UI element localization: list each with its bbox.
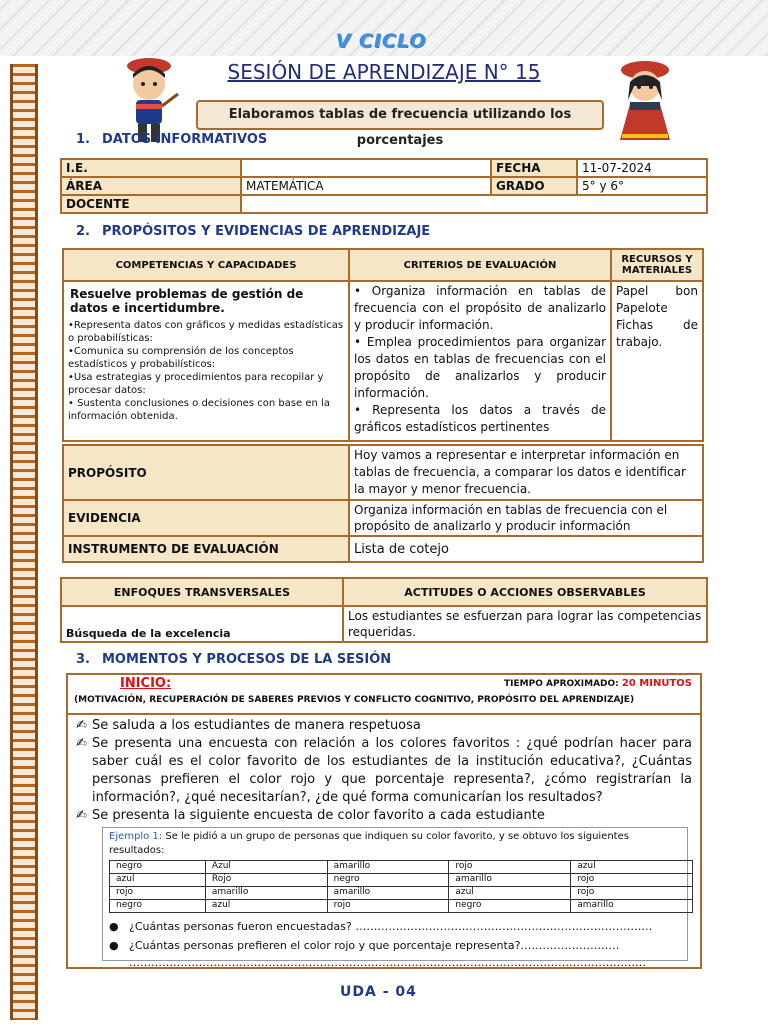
area-label: ÁREA: [61, 177, 241, 195]
footer-uda: UDA - 04: [340, 984, 417, 1000]
question-item: [109, 917, 681, 936]
boy-character-illustration: [112, 54, 186, 144]
ejemplo-description: Se le pidió a un grupo de personas que indiquen su color favorito, y se obtuvo los siguientes resultados:: [109, 831, 629, 856]
grid-cell: negro: [110, 900, 206, 913]
table-row: [110, 861, 693, 874]
capacidad-item: •Representa datos con gráficos y medidas estadísticas o probabilísticas:: [68, 320, 344, 344]
ejemplo-label: Ejemplo 1:: [109, 831, 163, 842]
grid-cell: azul: [571, 861, 693, 874]
step-item: [76, 735, 692, 807]
instrumento-value: Lista de cotejo: [349, 536, 703, 562]
evidencia-value: Organiza información en tablas de frecuencia con el propósito de analizarlo y producir información: [349, 500, 703, 536]
grid-cell: azul: [449, 887, 571, 900]
capacidad-item: •Usa estrategias y procedimientos para recopilar y procesar datos:: [68, 372, 324, 396]
grid-cell: Rojo: [205, 874, 327, 887]
area-value: MATEMÁTICA: [241, 177, 491, 195]
tiempo-label: TIEMPO APROXIMADO:: [504, 679, 619, 689]
docente-value: [241, 195, 707, 213]
ejemplo-text: [109, 830, 681, 858]
actitudes-header: ACTITUDES O ACCIONES OBSERVABLES: [343, 578, 707, 606]
grid-cell: amarillo: [327, 861, 449, 874]
grid-cell: rojo: [571, 874, 693, 887]
datos-informativos-table: [60, 158, 708, 214]
session-subtitle: Elaboramos tablas de frecuencia utilizando los porcentajes: [196, 100, 604, 130]
fecha-value: 11-07-2024: [577, 159, 707, 177]
grid-cell: negro: [110, 861, 206, 874]
tiempo-aproximado: [504, 678, 692, 689]
grado-value: 5° y 6°: [577, 177, 707, 195]
question-text: ¿Cuántas personas prefieren el color rojo y que porcentaje representa?………………………: [129, 939, 620, 952]
propositos-table: [62, 248, 704, 442]
question-item: [109, 936, 681, 955]
competencia-title: Resuelve problemas de gestión de datos e incertidumbre.: [70, 287, 304, 315]
answer-line: ……………………………………………………………………………………………………………………………: [129, 956, 646, 969]
table-row: [110, 874, 693, 887]
enfoques-table: [60, 577, 708, 643]
section-title: DATOS INFORMATIVOS: [102, 132, 268, 147]
writing-hand-icon: ✍: [76, 808, 87, 823]
grid-cell: amarillo: [449, 874, 571, 887]
fecha-label: FECHA: [491, 159, 577, 177]
grid-cell: amarillo: [327, 887, 449, 900]
inicio-header: [68, 675, 700, 715]
grid-cell: Azul: [205, 861, 327, 874]
grid-cell: rojo: [327, 900, 449, 913]
grid-cell: amarillo: [205, 887, 327, 900]
instrumento-label: INSTRUMENTO DE EVALUACIÓN: [63, 536, 349, 562]
grid-cell: azul: [205, 900, 327, 913]
criterio-item: • Organiza información en tablas de frecuencia con el propósito de analizarlo y producir información.: [354, 284, 606, 332]
inicio-label: INICIO:: [120, 676, 172, 691]
enfoques-header: ENFOQUES TRANSVERSALES: [61, 578, 343, 606]
ie-value: [241, 159, 491, 177]
section-3-heading: [76, 652, 391, 667]
criterios-header: CRITERIOS DE EVALUACIÓN: [349, 249, 611, 281]
section-title: MOMENTOS Y PROCESOS DE LA SESIÓN: [102, 652, 392, 667]
grid-cell: rojo: [571, 887, 693, 900]
step-text: Se presenta una encuesta con relación a los colores favoritos : ¿qué podrían hacer para saber cuál es el color favorito de los estudiantes de la institución educativa?, ¿Cuántas personas prefieren el color rojo y que porcentaje representa?, ¿cómo registrarían la información?, ¿qué necesitarían?, ¿de qué forma comunicarían los resultados?: [92, 736, 692, 805]
section-number: 2.: [76, 224, 90, 239]
grado-label: GRADO: [491, 177, 577, 195]
bullet-icon: ●: [109, 939, 119, 952]
section-1-heading: [76, 132, 267, 147]
question-text: ¿Cuántas personas fueron encuestadas? ………………………………………………………………………: [129, 920, 653, 933]
recursos-cell: Papel bon Papelote Fichas de trabajo.: [611, 281, 703, 441]
tiempo-value: 20 MINUTOS: [621, 678, 692, 689]
greek-border-decoration: [10, 64, 38, 1020]
grid-cell: azul: [110, 874, 206, 887]
section-2-heading: [76, 224, 430, 239]
grid-cell: negro: [449, 900, 571, 913]
proposito-evidencia-table: [62, 444, 704, 563]
capacidad-item: • Sustenta conclusiones o decisiones con base en la información obtenida.: [68, 398, 330, 422]
section-title: PROPÓSITOS Y EVIDENCIAS DE APRENDIZAJE: [102, 224, 431, 239]
procesos-text: (MOTIVACIÓN, RECUPERACIÓN DE SABERES PREVIOS Y CONFLICTO COGNITIVO, PROPÓSITO DEL APRENDIZAJE): [74, 695, 635, 705]
proposito-value: Hoy vamos a representar e interpretar información en tablas de frecuencia, a comparar los datos e identificar la mayor y menor frecuencia.: [349, 445, 703, 500]
proposito-label: PROPÓSITO: [63, 445, 349, 500]
table-row: [110, 887, 693, 900]
color-survey-grid: [109, 860, 693, 913]
criterio-item: • Emplea procedimientos para organizar los datos en tablas de frecuencias con el propósito de analizarlos y producir información.: [354, 335, 606, 400]
enfoque-value: Búsqueda de la excelencia: [61, 606, 343, 642]
capacidad-item: •Comunica su comprensión de los conceptos estadísticos y probabilísticos:: [68, 346, 294, 370]
criterios-cell: [349, 281, 611, 441]
bullet-icon: ●: [109, 920, 119, 933]
inicio-frame: [66, 673, 702, 969]
grid-cell: amarillo: [571, 900, 693, 913]
step-text: Se presenta la siguiente encuesta de color favorito a cada estudiante: [92, 808, 545, 823]
step-text: Se saluda a los estudiantes de manera respetuosa: [92, 718, 421, 733]
grid-cell: negro: [327, 874, 449, 887]
section-number: 3.: [76, 652, 90, 667]
ejemplo-box: [102, 827, 688, 969]
evidencia-label: EVIDENCIA: [63, 500, 349, 536]
section-number: 1.: [76, 132, 90, 147]
ie-label: I.E.: [61, 159, 241, 177]
docente-label: DOCENTE: [61, 195, 241, 213]
competencias-header: COMPETENCIAS Y CAPACIDADES: [63, 249, 349, 281]
ciclo-badge: V CICLO: [335, 30, 427, 52]
writing-hand-icon: ✍: [76, 736, 87, 751]
step-item: [76, 807, 692, 825]
session-title: SESIÓN DE APRENDIZAJE N° 15: [227, 60, 541, 84]
step-item: [76, 717, 692, 735]
writing-hand-icon: ✍: [76, 718, 87, 733]
grid-cell: rojo: [449, 861, 571, 874]
actitud-value: Los estudiantes se esfuerzan para lograr las competencias requeridas.: [343, 606, 707, 642]
criterio-item: • Representa los datos a través de gráficos estadísticos pertinentes: [354, 403, 606, 434]
recursos-header: RECURSOS Y MATERIALES: [611, 249, 703, 281]
inicio-body: [68, 715, 700, 969]
table-row: [110, 900, 693, 913]
competencias-cell: [63, 281, 349, 441]
girl-character-illustration: [608, 56, 682, 146]
grid-cell: rojo: [110, 887, 206, 900]
